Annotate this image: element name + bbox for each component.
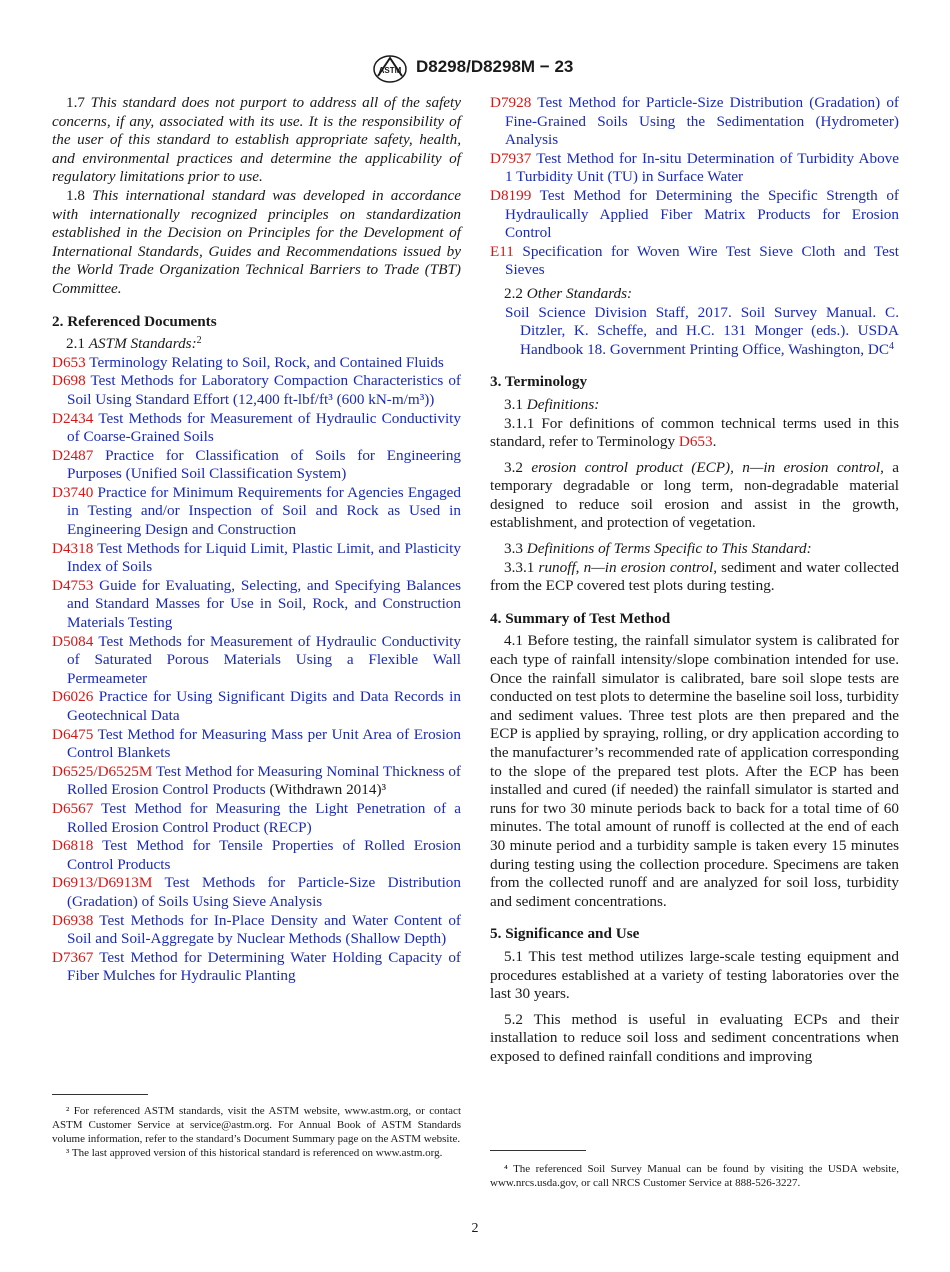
ref-item[interactable]: D5084 Test Methods for Measurement of Hydraulic Conductivity of Saturated Porous Materials Using a Flexible Wall Permeameter [52, 632, 461, 687]
ref-item[interactable]: D6567 Test Method for Measuring the Light Penetration of a Rolled Erosion Control Product (RECP) [52, 799, 461, 836]
section-2-heading: 2. Referenced Documents [52, 312, 217, 330]
paragraph-3-2: 3.2 erosion control product (ECP), n—in erosion control, a temporary degradable or long term, non-degradable material designed to reduce soil erosion and assist in the growth, establishment, and protection of vegetation. [490, 458, 899, 532]
astm-logo-icon [372, 54, 408, 84]
ref-item[interactable]: D6026 Practice for Using Significant Digits and Data Records in Geotechnical Data [52, 688, 461, 724]
paragraph-2-1: 2.1 ASTM Standards:$^2$ [66, 335, 202, 353]
paragraph-2-2: 2.2 Other Standards: [504, 284, 633, 302]
paragraph-4-1: 4.1 Before testing, the rainfall simulator system is calibrated for each type of rainfall intensity/slope combination intended for use. Once the rainfall simulator is calibrated, bare soil slope tests are conducted on test plots to determine the baseline soil loss, turbidity and sediment values. Three test plots are then prepared and the ECP is applied by spraying, rolling, or dry application according to the manufacturer’s recommended rate of application corresponding to the slope of the prepared test plots. After the ECP has been installed and cured (if needed) the rainfall simulator is started and runs for two 30 minute periods back to back for a total time of 60 minutes. The total amount of runoff is collected at the end of each 30 minute period and a turbidity sample is taken every 15 minutes during testing using the collection procedure. Specimens are taken from the collected runoff and are analyzed for soil loss, turbidity and sediment concentrations. [490, 632, 899, 910]
ref-item[interactable]: D698 Test Methods for Laboratory Compaction Characteristics of Soil Using Standard Effort (12,400 ft-lbf/ft³ (600 kN-m/m³)) [52, 372, 461, 408]
left-footnotes [52, 1104, 461, 1160]
section-5-heading: 5. Significance and Use [490, 925, 640, 943]
page-number: 2 [471, 1221, 479, 1236]
document-id: D8298/D8298M − 23 [416, 57, 574, 76]
right-column [490, 94, 899, 1067]
ref-item[interactable]: E11 Specification for Woven Wire Test Sieve Cloth and Test Sieves [490, 242, 899, 279]
paragraph-3-3: 3.3 Definitions of Terms Specific to This Standard: [504, 540, 812, 558]
ref-item[interactable]: D3740 Practice for Minimum Requirements for Agencies Engaged in Testing and/or Inspection of Soil and Rock as Used in Engineering Design and Construction [52, 483, 461, 539]
ref-item[interactable]: D7367 Test Method for Determining Water Holding Capacity of Fiber Mulches for Hydraulic Planting [52, 948, 461, 985]
other-standard-ref[interactable]: Soil Science Division Staff, 2017. Soil Survey Manual. C. Ditzler, K. Scheffe, and H.C. 131 Monger (eds.). USDA Handbook 18. Government Printing Office, Washington, $DC^4$ [505, 303, 899, 358]
ref-item[interactable]: D2434 Test Methods for Measurement of Hydraulic Conductivity of Coarse-Grained Soils [52, 409, 461, 446]
paragraph-3-1: 3.1 Definitions: [504, 395, 600, 413]
paragraph-3-3-1: 3.3.1 runoff, n—in erosion control, sediment and water collected from the ECP covered test plots during testing. [490, 558, 899, 595]
ref-item[interactable]: D653 Terminology Relating to Soil, Rock, and Contained Fluids [52, 353, 444, 371]
section-3-heading: 3. Terminology [490, 373, 588, 391]
ref-item[interactable]: D2487 Practice for Classification of Soils for Engineering Purposes (Unified Soil Classification System) [52, 446, 462, 483]
terminology-link[interactable]: D653 [678, 433, 713, 451]
ref-item[interactable]: D6938 Test Methods for In-Place Density and Water Content of Soil and Soil-Aggregate by Nuclear Methods (Shallow Depth) [52, 911, 461, 948]
paragraph-1-7: 1.7 This standard does not purport to address all of the safety concerns, if any, associated with its use. It is the responsibility of the user of this standard to establish appropriate safety, health, and environmental practices and determine the applicability of regulatory limitations prior to use. [52, 94, 462, 186]
footnote-divider [52, 1094, 148, 1095]
footnote-divider [490, 1150, 586, 1151]
ref-item[interactable]: D6818 Test Method for Tensile Properties of Rolled Erosion Control Products [52, 837, 461, 873]
referenced-standards-list [52, 354, 461, 986]
logo-text: ASTM [378, 66, 402, 75]
referenced-standards-list-continued [490, 94, 899, 280]
paragraph-3-1-1: 3.1.1 For definitions of common technical terms used in this standard, refer to Terminology D653. [490, 414, 899, 451]
paragraph-5-2: 5.2 This method is useful in evaluating ECPs and their installation to reduce soil loss and sediment concentrations when exposed to defined rainfall conditions and improving [490, 1010, 899, 1065]
footnote-4: ⁴ The referenced Soil Survey Manual can be found by visiting the USDA website, www.nrcs.usda.gov, or call NRCS Customer Service at 888-526-3227. [490, 1163, 899, 1189]
ref-item[interactable]: D6475 Test Method for Measuring Mass per Unit Area of Erosion Control Blankets [52, 725, 461, 762]
left-column [52, 94, 461, 986]
footnote-2: ² For referenced ASTM standards, visit the ASTM website, www.astm.org, or contact ASTM Customer Service at service@astm.org. For Annual Book of ASTM Standards volume information, refer to the standard’s Document Summary page on the ASTM website. [52, 1105, 461, 1145]
ref-item[interactable]: D7928 Test Method for Particle-Size Distribution (Gradation) of Fine-Grained Soils Using the Sedimentation (Hydrometer) Analysis [490, 94, 899, 149]
ref-item[interactable]: D6913/D6913M Test Methods for Particle-Size Distribution (Gradation) of Soils Using Sieve Analysis [52, 874, 461, 910]
ref-item[interactable]: D6525/D6525M Test Method for Measuring Nominal Thickness of Rolled Erosion Control Products (Withdrawn 2014)³ [52, 762, 461, 799]
paragraph-5-1: 5.1 This test method utilizes large-scale testing equipment and procedures established at a variety of testing laboratories over the last 30 years. [490, 947, 899, 1003]
paragraph-1-8: 1.8 This international standard was developed in accordance with internationally recognized principles on standardization established in the Decision on Principles for the Development of International Standards, Guides and Recommendations issued by the World Trade Organization Technical Barriers to Trade (TBT) Committee. [52, 186, 462, 297]
footnote-3: ³ The last approved version of this historical standard is referenced on www.astm.org. [66, 1147, 443, 1159]
page-header [0, 54, 950, 84]
right-footnotes [490, 1162, 899, 1190]
ref-item[interactable]: D4753 Guide for Evaluating, Selecting, and Specifying Balances and Standard Masses for Use in Soil, Rock, and Construction Materials Testing [52, 576, 462, 632]
ref-item[interactable]: D4318 Test Methods for Liquid Limit, Plastic Limit, and Plasticity Index of Soils [52, 539, 461, 576]
ref-item[interactable]: D8199 Test Method for Determining the Specific Strength of Hydraulically Applied Fiber Matrix Products for Erosion Control [490, 186, 899, 242]
ref-item[interactable]: D7937 Test Method for In-situ Determination of Turbidity Above 1 Turbidity Unit (TU) in Surface Water [490, 149, 899, 186]
section-4-heading: 4. Summary of Test Method [490, 609, 671, 627]
